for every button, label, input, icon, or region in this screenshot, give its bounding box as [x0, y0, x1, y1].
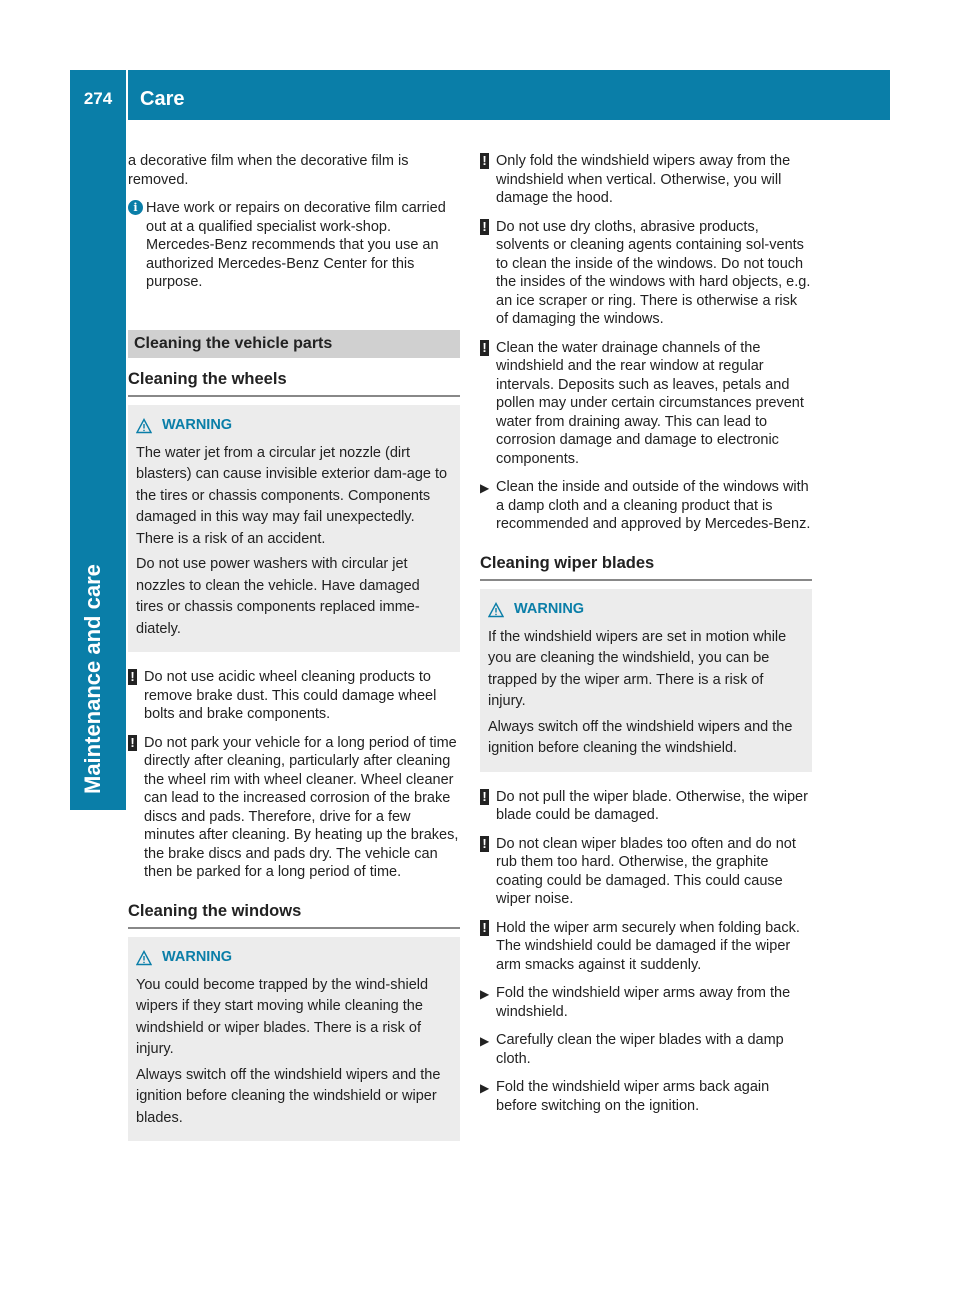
- notice-item: [128, 734, 460, 882]
- warning-text: Always switch off the windshield wipers and the ignition before cleaning the windshield or wiper blades.: [136, 1066, 441, 1126]
- sidebar-label: Maintenance and care: [80, 564, 105, 794]
- exclamation-icon: !: [480, 153, 489, 169]
- warning-text: If the windshield wipers are set in motion while you are cleaning the windshield, you can be trapped by the wiper arm. There is a risk of injury.: [488, 628, 787, 709]
- step-item: [480, 1031, 812, 1068]
- heading-cleaning-wheels: Cleaning the wheels: [128, 370, 460, 398]
- warning-text: Always switch off the windshield wipers and the ignition before cleaning the windshield.: [488, 718, 793, 756]
- exclamation-icon: !: [480, 340, 489, 356]
- warning-box-windows: [128, 937, 460, 1141]
- info-text: Have work or repairs on decorative film carried out at a qualified specialist work-shop. Mercedes-Benz recommends that you use an authorized Mercedes-Benz Center for this purpose.: [146, 200, 446, 290]
- notice-text: Do not park your vehicle for a long period of time directly after cleaning, particularly after cleaning the wheel rim with wheel cleaner. Wheel cleaner can lead to the increased corrosion of the brake discs and pads. Therefore, drive for a few minutes after cleaning. By heating up the brakes, the brake discs and pads dry. The vehicle can then be parked for a long period of time.: [144, 734, 459, 880]
- notice-item: [128, 668, 460, 724]
- notice-item: [480, 339, 812, 469]
- step-text: Fold the windshield wiper arms back again before switching on the ignition.: [496, 1079, 770, 1114]
- notice-item: [480, 835, 812, 909]
- warning-label: WARNING: [514, 601, 585, 617]
- exclamation-icon: !: [480, 789, 489, 805]
- intro-text: a decorative film when the decorative film is removed.: [128, 153, 409, 188]
- right-column: [480, 152, 812, 1125]
- warning-triangle-icon: [488, 602, 504, 618]
- exclamation-icon: !: [480, 836, 489, 852]
- info-note: [128, 199, 460, 292]
- warning-text: You could become trapped by the wind-shield wipers if they start moving while cleaning the windshield or wiper blades. There is a risk of injury.: [136, 976, 429, 1057]
- notice-text: Do not use acidic wheel cleaning products to remove brake dust. This could damage wheel bolts and brake components.: [144, 669, 437, 722]
- section-title: Cleaning the vehicle parts: [128, 330, 460, 358]
- warning-label: WARNING: [162, 949, 233, 965]
- warning-header: [136, 947, 450, 969]
- warning-label: WARNING: [162, 417, 233, 433]
- exclamation-icon: !: [128, 735, 137, 751]
- warning-box-wheels: [128, 405, 460, 652]
- page-header: [70, 70, 890, 120]
- notice-item: [480, 218, 812, 329]
- heading-cleaning-wiper-blades: Cleaning wiper blades: [480, 554, 812, 582]
- notice-text: Clean the water drainage channels of the windshield and the rear window at regular intervals. Deposits such as leaves, petals and pollen may under certain circumstances prevent water from draining away. This can lead to corrosion damage and damage to electronic components.: [496, 339, 804, 467]
- step-item: [480, 984, 812, 1021]
- step-text: Carefully clean the wiper blades with a damp cloth.: [496, 1032, 784, 1067]
- notice-item: [480, 152, 812, 208]
- warning-header: [136, 415, 450, 437]
- step-item: [480, 478, 812, 534]
- warning-header: [488, 599, 802, 621]
- notice-text: Only fold the windshield wipers away from the windshield when vertical. Otherwise, you will damage the hood.: [496, 153, 791, 206]
- step-arrow-icon: ▶: [480, 1034, 490, 1048]
- warning-box-wipers: [480, 589, 812, 772]
- left-column: [128, 152, 460, 1157]
- exclamation-icon: !: [128, 669, 137, 685]
- step-arrow-icon: ▶: [480, 1081, 490, 1095]
- step-item: [480, 1078, 812, 1115]
- info-icon: i: [128, 200, 143, 215]
- step-arrow-icon: ▶: [480, 987, 490, 1001]
- warning-triangle-icon: [136, 418, 152, 434]
- page-number: 274: [83, 89, 113, 108]
- notice-text: Hold the wiper arm securely when folding back. The windshield could be damaged if the wiper arm smacks against it suddenly.: [496, 919, 800, 973]
- header-divider: [126, 70, 128, 120]
- notice-text: Do not use dry cloths, abrasive products, solvents or cleaning agents containing sol-vents to clean the inside of the windows. Do not touch the insides of the windows with hard objects, e.g. an ice scraper or ring. There is otherwise a risk of damaging the windows.: [496, 218, 811, 327]
- notice-text: Do not clean wiper blades too often and do not rub them too hard. Otherwise, the graphite coating could be damaged. This could cause wiper noise.: [496, 835, 796, 907]
- exclamation-icon: !: [480, 219, 489, 235]
- step-text: Clean the inside and outside of the windows with a damp cloth and a cleaning product that is recommended and approved by Mercedes-Benz.: [496, 479, 811, 532]
- step-arrow-icon: ▶: [480, 481, 490, 495]
- notice-item: [480, 788, 812, 825]
- warning-text: Do not use power washers with circular jet nozzles to clean the vehicle. Have damaged tires or chassis components replaced imme-diately.: [136, 556, 420, 637]
- warning-triangle-icon: [136, 950, 152, 966]
- heading-cleaning-windows: Cleaning the windows: [128, 902, 460, 930]
- chapter-sidebar: [70, 120, 126, 810]
- warning-text: The water jet from a circular jet nozzle (dirt blasters) can cause invisible exterior dam-age to the tires or chassis components. Components damaged in this way may fail unexpectedly. There is a risk of an accident.: [136, 444, 448, 547]
- step-text: Fold the windshield wiper arms away from the windshield.: [496, 985, 791, 1020]
- chapter-title: Care: [140, 88, 185, 110]
- notice-item: [480, 919, 812, 975]
- exclamation-icon: !: [480, 920, 489, 936]
- notice-text: Do not pull the wiper blade. Otherwise, the wiper blade could be damaged.: [496, 788, 808, 823]
